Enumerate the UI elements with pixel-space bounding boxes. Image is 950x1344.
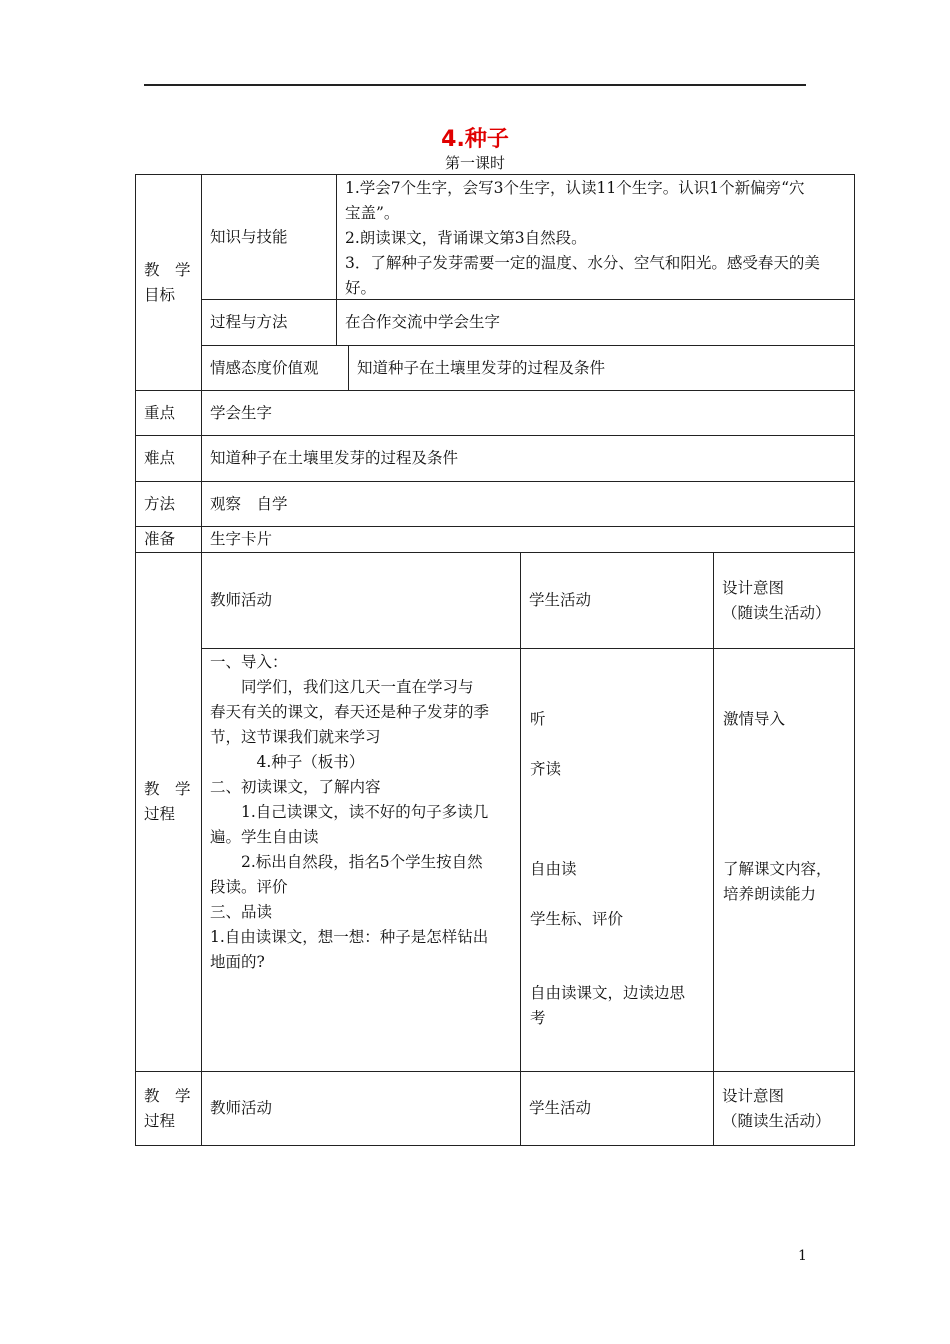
process-method-content: 在合作交流中学会生字: [345, 313, 501, 331]
design-intent-header-line1: 设计意图: [722, 578, 785, 597]
difficulty-content: 知道种子在土壤里发芽的过程及条件: [210, 449, 459, 467]
student-item: 学生标、评价: [530, 910, 624, 928]
key-point-label: 重点: [144, 403, 176, 422]
teacher-activity-cell: [201, 648, 521, 1072]
objectives-label-line2: 目标: [144, 285, 176, 304]
student-activity-header-cell-2: [520, 1071, 714, 1146]
header-rule: [144, 84, 806, 86]
process-method-content-cell: [336, 299, 855, 346]
emotion-content-cell: [348, 345, 855, 391]
knowledge-content-cell: [336, 174, 855, 300]
teacher-line: 三、品读: [210, 903, 273, 921]
student-item: 自由读课文，边读边思: [530, 984, 686, 1002]
design-intent-header-line2: （随读生活动）: [722, 603, 831, 622]
preparation-label-cell: [135, 526, 202, 553]
teacher-line: 2.标出自然段，指名5个学生按自然: [210, 853, 483, 871]
knowledge-line: 2.朗读课文，背诵课文第3自然段。: [345, 228, 587, 247]
teacher-line: 地面的?: [210, 953, 265, 971]
emotion-content: 知道种子在土壤里发芽的过程及条件: [357, 358, 606, 377]
teacher-line: 节，这节课我们就来学习: [210, 728, 381, 746]
process-method-label-cell: [201, 299, 337, 346]
teacher-line: 1.自由读课文，想一想：种子是怎样钻出: [210, 928, 489, 946]
teacher-activity-header-2: 教师活动: [210, 1099, 273, 1117]
design-item: 培养朗读能力: [723, 885, 817, 903]
key-point-content: 学会生字: [210, 403, 273, 422]
preparation-content-cell: [201, 526, 855, 553]
method-label-cell: [135, 481, 202, 527]
lesson-title: 4.种子: [441, 127, 509, 152]
process-label-2-line1: 教 学: [144, 1086, 191, 1105]
student-item: 听: [530, 710, 546, 728]
student-activity-header-2: 学生活动: [529, 1099, 592, 1117]
emotion-label: 情感态度价值观: [210, 358, 319, 377]
knowledge-line: 好。: [345, 278, 377, 297]
process-label-line1: 教 学: [144, 780, 191, 798]
objectives-label-cell: [135, 174, 202, 391]
process-label-2-line2: 过程: [144, 1111, 176, 1130]
teacher-line: 4.种子（板书）: [210, 753, 365, 771]
student-item: 考: [530, 1009, 546, 1027]
preparation-label: 准备: [144, 530, 176, 548]
knowledge-line: 3．了解种子发芽需要一定的温度、水分、空气和阳光。感受春天的美: [345, 253, 820, 272]
knowledge-label: 知识与技能: [210, 227, 288, 246]
key-point-label-cell: [135, 390, 202, 436]
teacher-activity-header-cell: [201, 552, 521, 649]
knowledge-line: 宝盖”。: [345, 203, 400, 222]
design-intent-header-2-line1: 设计意图: [722, 1086, 785, 1105]
student-activity-header: 学生活动: [529, 591, 592, 609]
emotion-label-cell: [201, 345, 349, 391]
process-label-cell: [135, 552, 202, 1072]
student-item: 齐读: [530, 760, 562, 778]
teacher-line: 一、导入：: [210, 653, 288, 671]
method-content-cell: [201, 481, 855, 527]
process-label-cell-2: [135, 1071, 202, 1146]
design-item: 激情导入: [723, 710, 786, 728]
design-intent-header-cell: [713, 552, 855, 649]
objectives-label-line1: 教 学: [144, 260, 191, 279]
design-item: 了解课文内容，: [723, 860, 832, 878]
method-label: 方法: [144, 494, 176, 513]
difficulty-label-cell: [135, 435, 202, 482]
key-point-content-cell: [201, 390, 855, 436]
page-number: 1: [798, 1248, 807, 1264]
student-item: 自由读: [530, 860, 577, 878]
method-content: 观察 自学: [210, 494, 288, 513]
design-intent-cell: [713, 648, 855, 1072]
difficulty-content-cell: [201, 435, 855, 482]
lesson-subtitle: 第一课时: [444, 154, 505, 172]
teacher-line: 段读。评价: [210, 878, 288, 896]
knowledge-line: 1.学会7个生字，会写3个生字，认读11个生字。认识1个新偏旁“穴: [345, 178, 805, 197]
teacher-activity-header-cell-2: [201, 1071, 521, 1146]
knowledge-label-cell: [201, 174, 337, 300]
difficulty-label: 难点: [144, 449, 176, 467]
teacher-activity-header: 教师活动: [210, 591, 273, 609]
process-method-label: 过程与方法: [210, 313, 288, 331]
student-activity-header-cell: [520, 552, 714, 649]
design-intent-header-cell-2: [713, 1071, 855, 1146]
teacher-line: 同学们，我们这几天一直在学习与: [210, 678, 474, 696]
preparation-content: 生字卡片: [210, 530, 273, 548]
student-activity-cell: [520, 648, 714, 1072]
process-label-line2: 过程: [144, 805, 176, 823]
design-intent-header-2-line2: （随读生活动）: [722, 1111, 831, 1130]
teacher-line: 遍。学生自由读: [210, 828, 319, 846]
teacher-line: 1.自己读课文，读不好的句子多读几: [210, 803, 489, 821]
teacher-line: 二、初读课文，了解内容: [210, 778, 381, 796]
teacher-line: 春天有关的课文，春天还是种子发芽的季: [210, 703, 490, 721]
